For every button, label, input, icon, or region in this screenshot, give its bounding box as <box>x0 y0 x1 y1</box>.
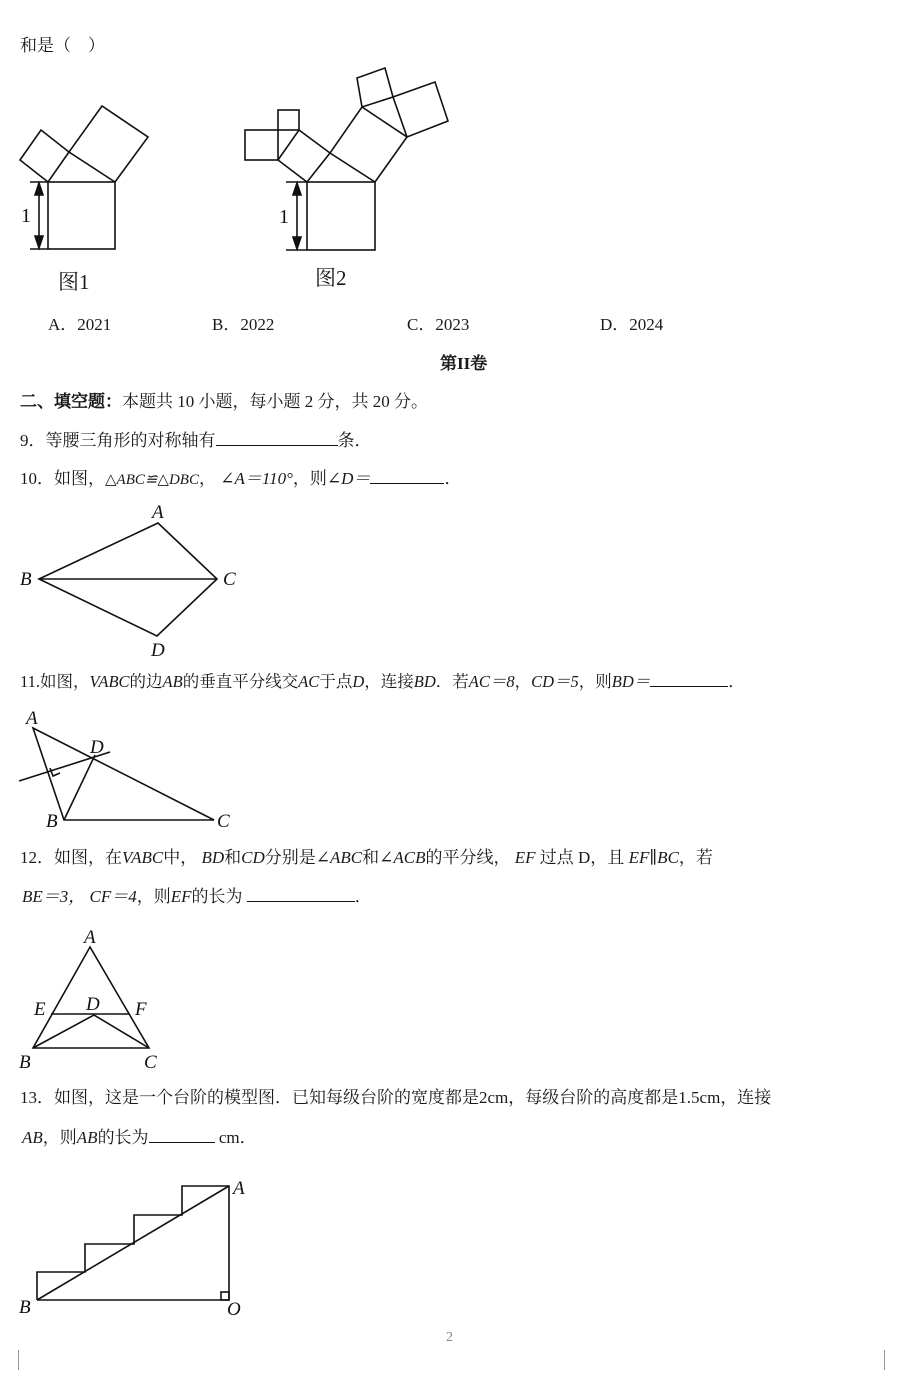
svg-text:B: B <box>19 1297 31 1318</box>
answer-blank-9[interactable] <box>216 430 338 446</box>
svg-text:A: A <box>233 1178 245 1199</box>
svg-text:1: 1 <box>279 206 289 228</box>
svg-text:B: B <box>19 1052 31 1073</box>
q8-tail-text: 和是（ ） <box>20 36 105 55</box>
svg-text:D: D <box>151 640 165 661</box>
question-10: 10．如图，△ABC≌△DBC， ∠A＝110°，则∠D＝ ． <box>20 469 462 488</box>
svg-text:B: B <box>20 569 32 590</box>
page-edge-right <box>884 1350 885 1370</box>
answer-blank-12[interactable] <box>247 886 355 902</box>
question-13-line-1: 13．如图，这是一个台阶的模型图．已知每级台阶的宽度都是2cm，每级台阶的高度都是1.5cm，连接 <box>20 1088 772 1107</box>
svg-text:E: E <box>34 999 46 1020</box>
figure-2-caption: 图2 <box>315 266 347 290</box>
option-c[interactable]: C．2023 <box>407 315 470 334</box>
question-12-line-1: 12．如图，在VABC中， BD和CD分别是∠ABC和∠ACB的平分线， EF 过点 D，且 EF∥BC，若 <box>20 848 713 867</box>
page-number: 2 <box>446 1330 453 1345</box>
figure-1-caption: 图1 <box>58 270 90 294</box>
svg-text:C: C <box>217 811 230 832</box>
option-a[interactable]: A．2021 <box>48 315 112 334</box>
figure-q10-kite <box>0 490 260 670</box>
question-9: 9．等腰三角形的对称轴有 条． <box>20 431 372 450</box>
figure-q13-staircase <box>0 1170 270 1330</box>
svg-text:D: D <box>90 737 104 758</box>
answer-blank-13[interactable] <box>149 1127 215 1143</box>
svg-text:B: B <box>46 811 58 832</box>
svg-text:C: C <box>144 1052 157 1073</box>
figure-2-pythagoras-tree <box>0 0 460 300</box>
option-d[interactable]: D．2024 <box>600 315 664 334</box>
svg-text:D: D <box>86 994 100 1015</box>
svg-text:A: A <box>84 927 96 948</box>
question-13-line-2: AB，则AB的长为 cm． <box>22 1128 257 1147</box>
svg-text:F: F <box>135 999 147 1020</box>
section-title: 第II卷 <box>440 354 488 373</box>
question-11: 11.如图，VABC的边AB的垂直平分线交AC于点D，连接BD．若AC＝8，CD＝5，则BD＝ ． <box>20 672 745 691</box>
svg-text:A: A <box>152 502 164 523</box>
question-12-line-2: BE＝3， CF＝4，则EF的长为 ． <box>22 887 372 906</box>
svg-text:O: O <box>227 1299 241 1320</box>
section-2-heading: 二、填空题：本题共 10 小题，每小题 2 分，共 20 分。 <box>20 392 428 411</box>
page-edge-left <box>18 1350 19 1370</box>
svg-text:1: 1 <box>21 205 31 227</box>
option-b[interactable]: B．2022 <box>212 315 275 334</box>
svg-text:A: A <box>26 708 38 729</box>
figure-q12-triangle <box>0 915 200 1080</box>
answer-blank-11[interactable] <box>650 671 728 687</box>
svg-text:C: C <box>223 569 236 590</box>
figure-q11-triangle <box>0 700 260 840</box>
answer-blank-10[interactable] <box>370 468 444 484</box>
